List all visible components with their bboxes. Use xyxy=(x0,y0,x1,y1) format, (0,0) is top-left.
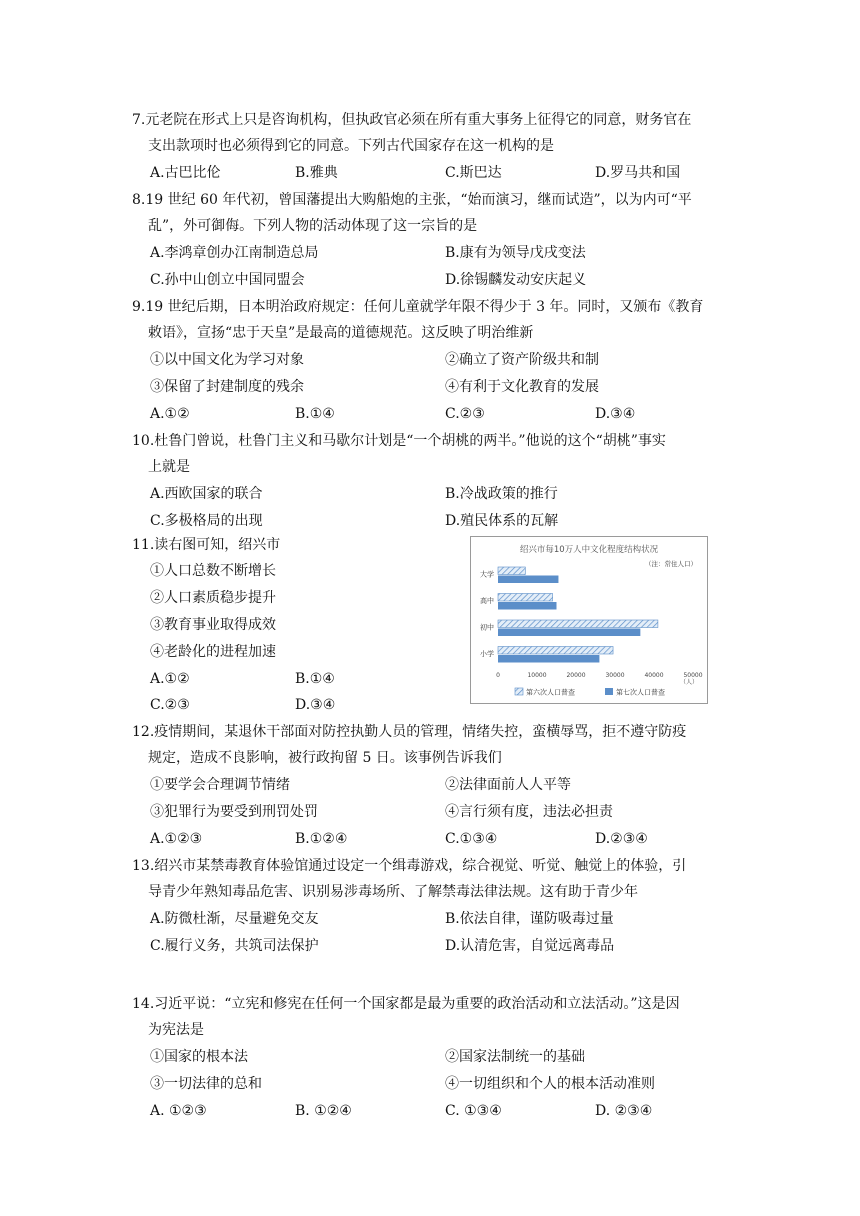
q9-item-2: ②确立了资产阶级共和制 xyxy=(445,352,599,368)
q7-option-a[interactable]: A.古巴比伦 xyxy=(150,165,221,181)
bar-sixth-census xyxy=(498,620,658,628)
q12-option-b[interactable]: B.①②④ xyxy=(295,831,348,847)
q7-option-c[interactable]: C.斯巴达 xyxy=(445,165,502,181)
bar-sixth-census xyxy=(498,567,525,575)
q10-option-c[interactable]: C.多极格局的出现 xyxy=(150,513,263,529)
q8-option-c[interactable]: C.孙中山创立中国同盟会 xyxy=(150,272,305,288)
q10-option-d[interactable]: D.殖民体系的瓦解 xyxy=(445,513,559,529)
q12-item-1: ①要学会合理调节情绪 xyxy=(150,777,290,793)
q9-item-1: ①以中国文化为学习对象 xyxy=(150,352,304,368)
legend-label-series-2: 第七次人口普查 xyxy=(616,688,665,697)
q14-option-a[interactable]: A. ①②③ xyxy=(150,1103,207,1119)
q13-option-c[interactable]: C.履行义务，共筑司法保护 xyxy=(150,938,319,954)
category-label: 大学 xyxy=(480,570,494,579)
legend-swatch-series-2 xyxy=(605,688,613,695)
education-bar-chart xyxy=(471,537,707,703)
q8-option-b[interactable]: B.康有为领导戊戌变法 xyxy=(445,245,586,261)
category-label: 高中 xyxy=(480,597,494,605)
q7-stem-line1: 7.元老院在形式上只是咨询机构，但执政官必须在所有重大事务上征得它的同意，财务官在 xyxy=(132,112,692,128)
q14-item-1: ①国家的根本法 xyxy=(150,1049,248,1065)
q12-stem-line1: 12.疫情期间，某退休干部面对防控执勤人员的管理，情绪失控，蛮横辱骂，拒不遵守防疫 xyxy=(132,724,687,740)
legend-swatch-series-1 xyxy=(515,688,523,695)
q12-option-a[interactable]: A.①②③ xyxy=(150,831,203,847)
q9-stem-line1: 9.19 世纪后期，日本明治政府规定：任何儿童就学年限不得少于 3 年。同时，又颁布《教育 xyxy=(132,299,704,315)
q14-item-4: ④一切组织和个人的根本活动准则 xyxy=(445,1076,655,1092)
q7-option-b[interactable]: B.雅典 xyxy=(295,165,338,181)
q9-item-3: ③保留了封建制度的残余 xyxy=(150,379,304,395)
category-label: 小学 xyxy=(480,650,494,658)
bar-seventh-census xyxy=(498,655,599,663)
q13-option-a[interactable]: A.防微杜渐，尽量避免交友 xyxy=(150,911,319,927)
q11-item-1: ①人口总数不断增长 xyxy=(150,563,276,579)
q12-item-4: ④言行须有度，违法必担责 xyxy=(445,804,613,820)
bar-sixth-census xyxy=(498,647,613,655)
chart-x-unit: （人） xyxy=(679,679,699,686)
q11-stem-line1: 11.读右图可知，绍兴市 xyxy=(132,537,281,553)
q14-item-3: ③一切法律的总和 xyxy=(150,1076,262,1092)
x-tick-label: 10000 xyxy=(527,672,547,679)
chart-title: 绍兴市每10万人中文化程度结构状况 xyxy=(519,545,659,555)
bar-seventh-census xyxy=(498,602,557,610)
bar-seventh-census xyxy=(498,629,640,637)
chart-note: （注：常住人口） xyxy=(645,560,697,568)
q14-option-d[interactable]: D. ②③④ xyxy=(595,1103,653,1119)
q7-stem-line2: 支出款项时也必须得到它的同意。下列古代国家存在这一机构的是 xyxy=(148,138,554,154)
q8-stem-line1: 8.19 世纪 60 年代初，曾国藩提出大购船炮的主张，“始而演习，继而试造”，以为内可“平 xyxy=(132,192,692,208)
x-tick-label: 0 xyxy=(496,672,500,679)
x-tick-label: 40000 xyxy=(644,672,664,679)
x-tick-label: 20000 xyxy=(566,672,586,679)
q14-stem-line1: 14.习近平说：“立宪和修宪在任何一个国家都是最为重要的政治活动和立法活动。”这是因 xyxy=(132,996,680,1012)
category-label: 初中 xyxy=(480,623,494,632)
q11-option-d[interactable]: D.③④ xyxy=(295,697,336,713)
bar-seventh-census xyxy=(498,576,558,584)
q10-stem-line1: 10.杜鲁门曾说，杜鲁门主义和马歇尔计划是“一个胡桃的两半。”他说的这个“胡桃”事实 xyxy=(132,433,666,449)
q12-item-3: ③犯罪行为要受到刑罚处罚 xyxy=(150,804,318,820)
q13-option-d[interactable]: D.认清危害，自觉远离毒品 xyxy=(445,938,615,954)
q13-stem-line1: 13.绍兴市某禁毒教育体验馆通过设定一个缉毒游戏，综合视觉、听觉、触觉上的体验，引 xyxy=(132,858,687,874)
legend-label-series-1: 第六次人口普查 xyxy=(526,688,575,697)
q12-stem-line2: 规定，造成不良影响，被行政拘留 5 日。该事例告诉我们 xyxy=(148,750,502,766)
q9-item-4: ④有利于文化教育的发展 xyxy=(445,379,599,395)
q14-stem-line2: 为宪法是 xyxy=(148,1022,204,1038)
q11-item-2: ②人口素质稳步提升 xyxy=(150,590,276,606)
q13-option-b[interactable]: B.依法自律，谨防吸毒过量 xyxy=(445,911,614,927)
q11-item-3: ③教育事业取得成效 xyxy=(150,617,276,633)
q12-item-2: ②法律面前人人平等 xyxy=(445,777,571,793)
q12-option-d[interactable]: D.②③④ xyxy=(595,831,648,847)
q13-stem-line2: 导青少年熟知毒品危害、识别易涉毒场所、了解禁毒法律法规。这有助于青少年 xyxy=(148,884,638,900)
education-chart xyxy=(470,536,708,704)
q14-option-c[interactable]: C. ①③④ xyxy=(445,1103,502,1119)
q12-option-c[interactable]: C.①③④ xyxy=(445,831,498,847)
q9-option-a[interactable]: A.①② xyxy=(150,406,190,422)
q8-option-a[interactable]: A.李鸿章创办江南制造总局 xyxy=(150,245,319,261)
q9-option-d[interactable]: D.③④ xyxy=(595,406,636,422)
chart-legend xyxy=(515,688,665,697)
q11-option-b[interactable]: B.①④ xyxy=(295,671,335,687)
q9-option-c[interactable]: C.②③ xyxy=(445,406,485,422)
q8-option-d[interactable]: D.徐锡麟发动安庆起义 xyxy=(445,272,587,288)
q9-option-b[interactable]: B.①④ xyxy=(295,406,335,422)
q11-item-4: ④老龄化的进程加速 xyxy=(150,644,276,660)
q11-option-a[interactable]: A.①② xyxy=(150,671,190,687)
q8-stem-line2: 乱”，外可御侮。下列人物的活动体现了这一宗旨的是 xyxy=(148,218,478,234)
q10-option-a[interactable]: A.西欧国家的联合 xyxy=(150,486,263,502)
q10-stem-line2: 上就是 xyxy=(148,459,190,475)
q14-item-2: ②国家法制统一的基础 xyxy=(445,1049,585,1065)
q7-option-d[interactable]: D.罗马共和国 xyxy=(595,165,681,181)
q9-stem-line2: 敕语》，宣扬“忠于天皇”是最高的道德规范。这反映了明治维新 xyxy=(148,325,534,341)
x-tick-label: 50000 xyxy=(683,672,703,679)
q11-option-c[interactable]: C.②③ xyxy=(150,697,190,713)
q14-option-b[interactable]: B. ①②④ xyxy=(295,1103,352,1119)
x-tick-label: 30000 xyxy=(605,672,625,679)
bar-sixth-census xyxy=(498,594,553,602)
q10-option-b[interactable]: B.冷战政策的推行 xyxy=(445,486,558,502)
